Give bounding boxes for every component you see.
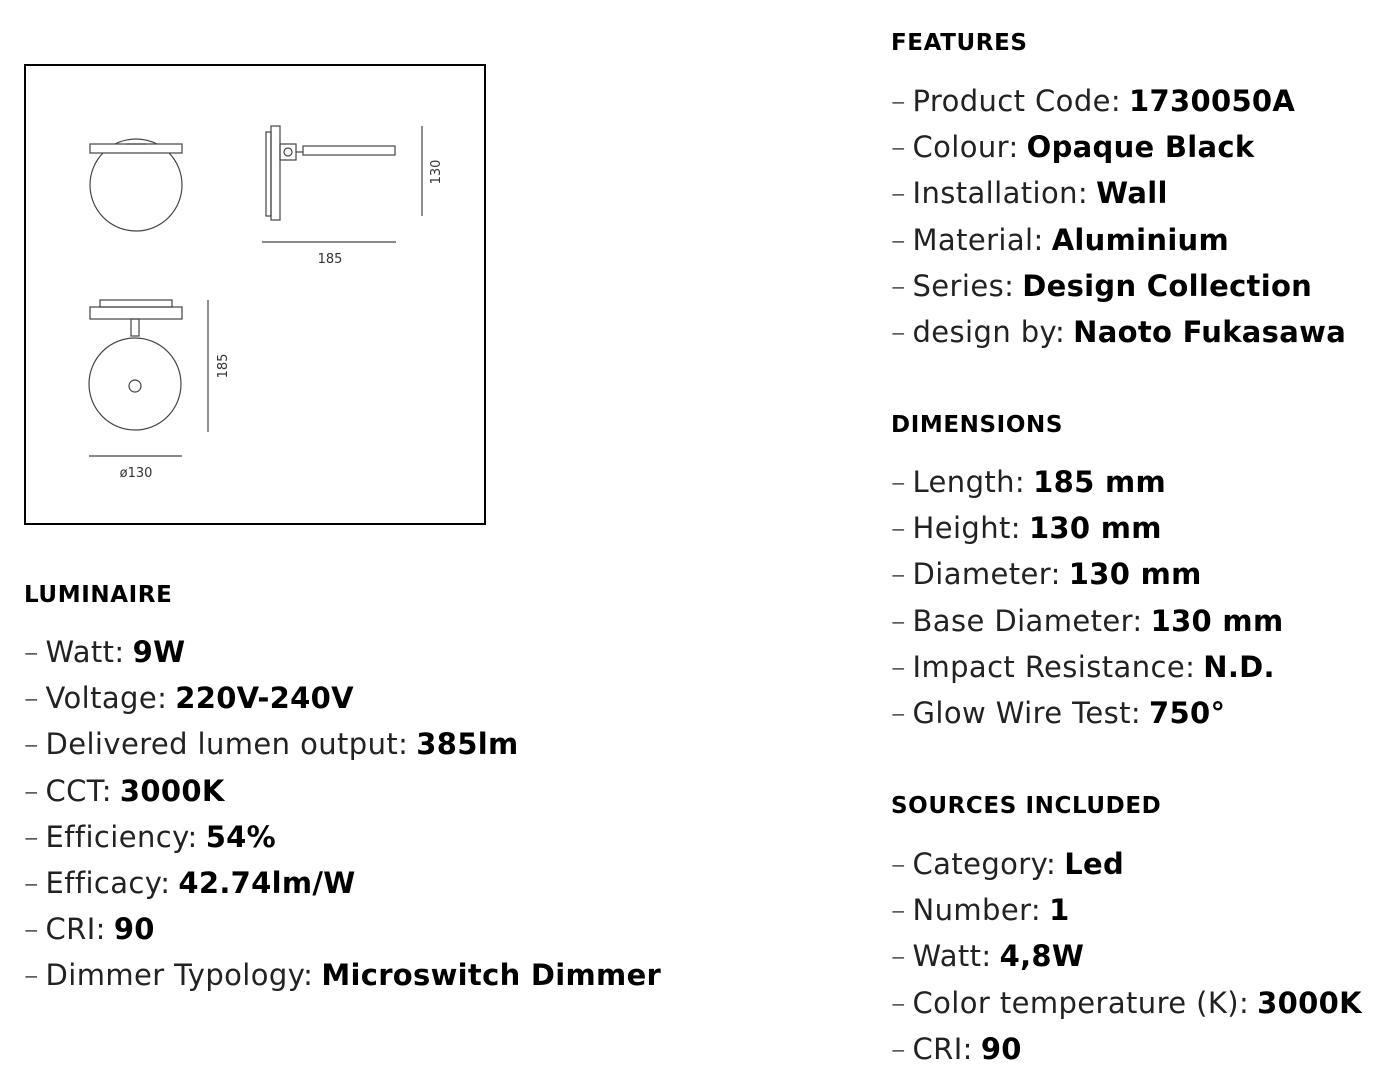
spec-key: Installation:	[912, 176, 1089, 211]
spec-key: CRI:	[912, 1031, 973, 1066]
features-item-material: – Material: Aluminium	[891, 222, 1230, 257]
spec-value: Led	[1064, 847, 1125, 881]
spec-value: Aluminium	[1051, 222, 1230, 257]
top-view-drawing	[89, 300, 208, 456]
spec-key: Dimmer Typology:	[45, 958, 314, 993]
sources-item-number: – Number: 1	[891, 893, 1070, 928]
luminaire-item-cct: – CCT: 3000K	[24, 773, 225, 808]
spec-key: Height:	[912, 511, 1021, 546]
spec-key: Diameter:	[912, 557, 1061, 592]
spec-value: Opaque Black	[1026, 130, 1255, 165]
luminaire-item-watt: – Watt: 9W	[24, 635, 186, 669]
spec-value: 90	[980, 1031, 1022, 1066]
spec-value: 42.74lm/W	[178, 866, 356, 901]
dim-side-length: 185	[317, 252, 343, 267]
spec-value: 1730050A	[1129, 84, 1296, 118]
dim-front-diameter: ø130	[119, 466, 153, 481]
spec-value: Microswitch Dimmer	[321, 958, 662, 993]
luminaire-item-efficacy: – Efficacy: 42.74lm/W	[24, 866, 356, 901]
spec-value: 1	[1049, 893, 1070, 928]
luminaire-item-dimmer: – Dimmer Typology: Microswitch Dimmer	[24, 958, 662, 993]
sources-item-category: – Category: Led	[891, 847, 1125, 881]
spec-key: design by:	[912, 315, 1066, 350]
features-item-colour: – Colour: Opaque Black	[891, 130, 1255, 165]
dimensions-item-length: – Length: 185 mm	[891, 465, 1166, 499]
spec-value: 385lm	[416, 727, 519, 762]
technical-drawing	[24, 64, 486, 525]
features-heading: FEATURES	[891, 30, 1028, 56]
spec-value: 9W	[132, 635, 186, 669]
luminaire-item-cri: – CRI: 90	[24, 912, 155, 947]
spec-value: 90	[113, 912, 155, 947]
spec-key: Material:	[912, 222, 1044, 257]
luminaire-heading: LUMINAIRE	[24, 582, 173, 608]
spec-key: Number:	[912, 893, 1042, 928]
spec-value: Wall	[1096, 176, 1168, 211]
spec-key: Category:	[912, 847, 1057, 881]
spec-key: Delivered lumen output:	[45, 727, 409, 762]
spec-key: Watt:	[45, 635, 125, 669]
features-list	[891, 78, 1346, 355]
dimensions-item-glow-wire: – Glow Wire Test: 750°	[891, 696, 1226, 731]
spec-key: Product Code:	[912, 84, 1122, 118]
spec-value: 3000K	[119, 773, 225, 808]
dimensions-item-height: – Height: 130 mm	[891, 511, 1162, 546]
spec-value: 54%	[205, 819, 277, 854]
sources-item-cri: – CRI: 90	[891, 1031, 1022, 1066]
spec-value: Naoto Fukasawa	[1073, 315, 1347, 350]
features-item-installation: – Installation: Wall	[891, 176, 1168, 211]
luminaire-item-lumen-output: – Delivered lumen output: 385lm	[24, 727, 519, 762]
dimensions-item-impact-resistance: – Impact Resistance: N.D.	[891, 649, 1275, 684]
spec-key: Series:	[912, 268, 1015, 303]
sources-list	[891, 841, 1362, 1072]
spec-key: Efficacy:	[45, 866, 171, 901]
spec-key: CRI:	[45, 912, 106, 947]
spec-value: 4,8W	[999, 939, 1085, 974]
dimensions-item-base-diameter: – Base Diameter: 130 mm	[891, 603, 1284, 638]
sources-heading: SOURCES INCLUDED	[891, 793, 1162, 819]
spec-key: Impact Resistance:	[912, 649, 1196, 684]
features-item-product-code: – Product Code: 1730050A	[891, 84, 1296, 118]
dim-side-height: 130	[429, 159, 444, 185]
spec-value: 750°	[1149, 696, 1226, 731]
features-item-designer: – design by: Naoto Fukasawa	[891, 315, 1347, 350]
side-view-drawing	[262, 126, 422, 242]
spec-key: Colour:	[912, 130, 1019, 165]
luminaire-item-efficiency: – Efficiency: 54%	[24, 819, 277, 854]
front-view-drawing	[90, 139, 182, 231]
spec-value: 185 mm	[1033, 465, 1166, 499]
spec-value: 130 mm	[1150, 603, 1284, 638]
spec-value: 130 mm	[1068, 557, 1202, 592]
spec-key: Voltage:	[45, 681, 168, 716]
spec-key: CCT:	[45, 773, 112, 808]
sources-item-color-temperature: – Color temperature (K): 3000K	[891, 985, 1362, 1020]
spec-value: 130 mm	[1028, 511, 1162, 546]
spec-key: Watt:	[912, 939, 992, 974]
spec-key: Base Diameter:	[912, 603, 1143, 638]
dimensions-heading: DIMENSIONS	[891, 412, 1063, 438]
spec-key: Glow Wire Test:	[912, 696, 1142, 731]
dim-front-height: 185	[216, 353, 231, 379]
luminaire-item-voltage: – Voltage: 220V-240V	[24, 681, 354, 716]
spec-value: 3000K	[1257, 985, 1362, 1020]
spec-value: N.D.	[1203, 649, 1275, 684]
features-item-series: – Series: Design Collection	[891, 268, 1313, 303]
spec-value: 220V-240V	[175, 681, 354, 716]
dimensions-list	[891, 459, 1283, 736]
spec-value: Design Collection	[1022, 268, 1313, 303]
dimensions-item-diameter: – Diameter: 130 mm	[891, 557, 1202, 592]
drawing-svg	[26, 66, 484, 523]
spec-key: Length:	[912, 465, 1026, 499]
spec-key: Color temperature (K):	[912, 985, 1250, 1020]
sources-item-watt: – Watt: 4,8W	[891, 939, 1085, 974]
spec-key: Efficiency:	[45, 819, 198, 854]
luminaire-list	[24, 629, 661, 999]
